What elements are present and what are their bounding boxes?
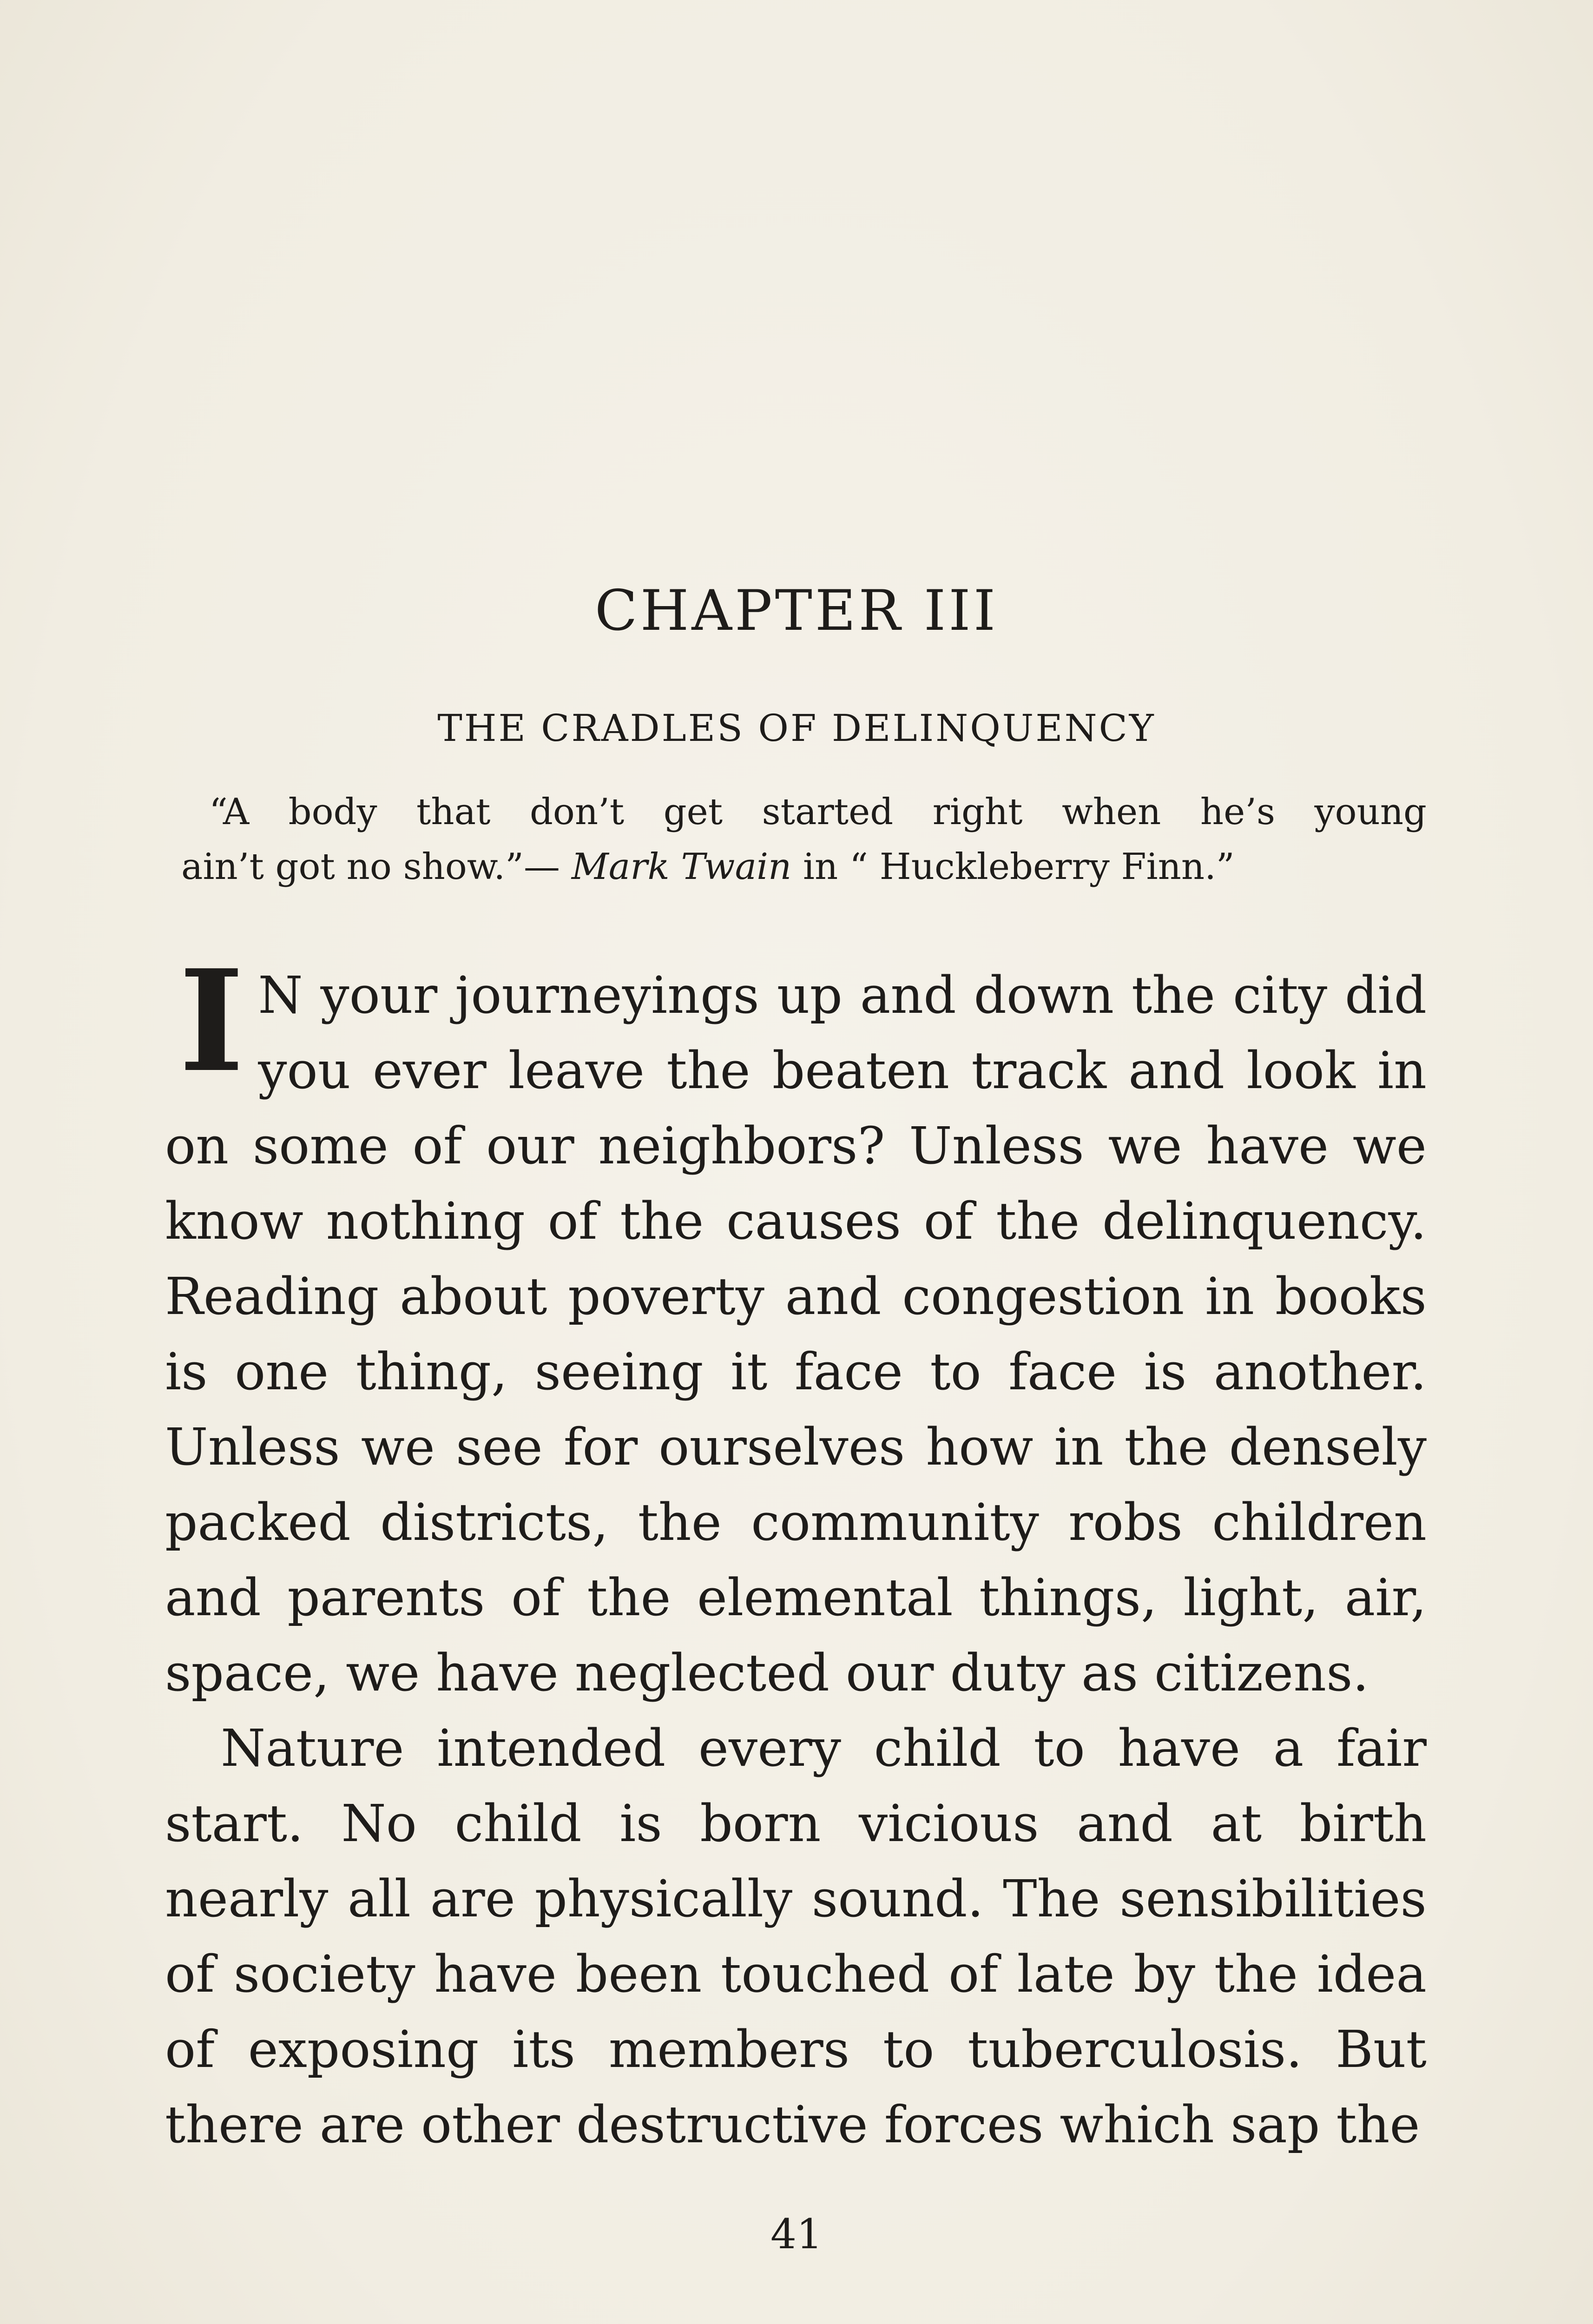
epigraph-connector: in “ xyxy=(791,846,880,888)
epigraph-line-1: “A body that don’t get started right when he’s young xyxy=(209,791,1427,833)
epigraph xyxy=(181,785,1427,894)
paragraph-2: Nature intended every child to have a fair start. No child is born vicious and at birth nearly all are physically sound. The sensibilities of society have been touched of late by the idea of exposing its members to tuberculosis. But there are other destructive forces which sap the xyxy=(165,1718,1427,2154)
paragraph-1-text: N your journeyings up and down the city did you ever leave the beaten track and look in on some of our neighbors? Unless we have we know nothing of the causes of the delinquency. Reading about poverty and congestion in books is one thing, seeing it face to face is another. Unless we see for ourselves how in the densely packed districts, the community robs children and parents of the elemental things, light, air, space, we have neglected our duty as citizens. xyxy=(165,965,1427,1703)
epigraph-quote-end: ain’t got no show.”— xyxy=(181,846,572,888)
page-number: 41 xyxy=(770,2210,823,2258)
chapter-title: THE CRADLES OF DELINQUENCY xyxy=(437,706,1156,750)
chapter-body xyxy=(165,939,1427,2162)
chapter-heading: CHAPTER III xyxy=(594,579,999,643)
epigraph-work: Huckleberry Finn.” xyxy=(879,846,1235,888)
epigraph-line-2 xyxy=(181,839,1427,894)
drop-cap: I xyxy=(179,939,244,1103)
paragraph-1 xyxy=(165,939,1427,1710)
epigraph-author: Mark Twain xyxy=(571,846,792,888)
